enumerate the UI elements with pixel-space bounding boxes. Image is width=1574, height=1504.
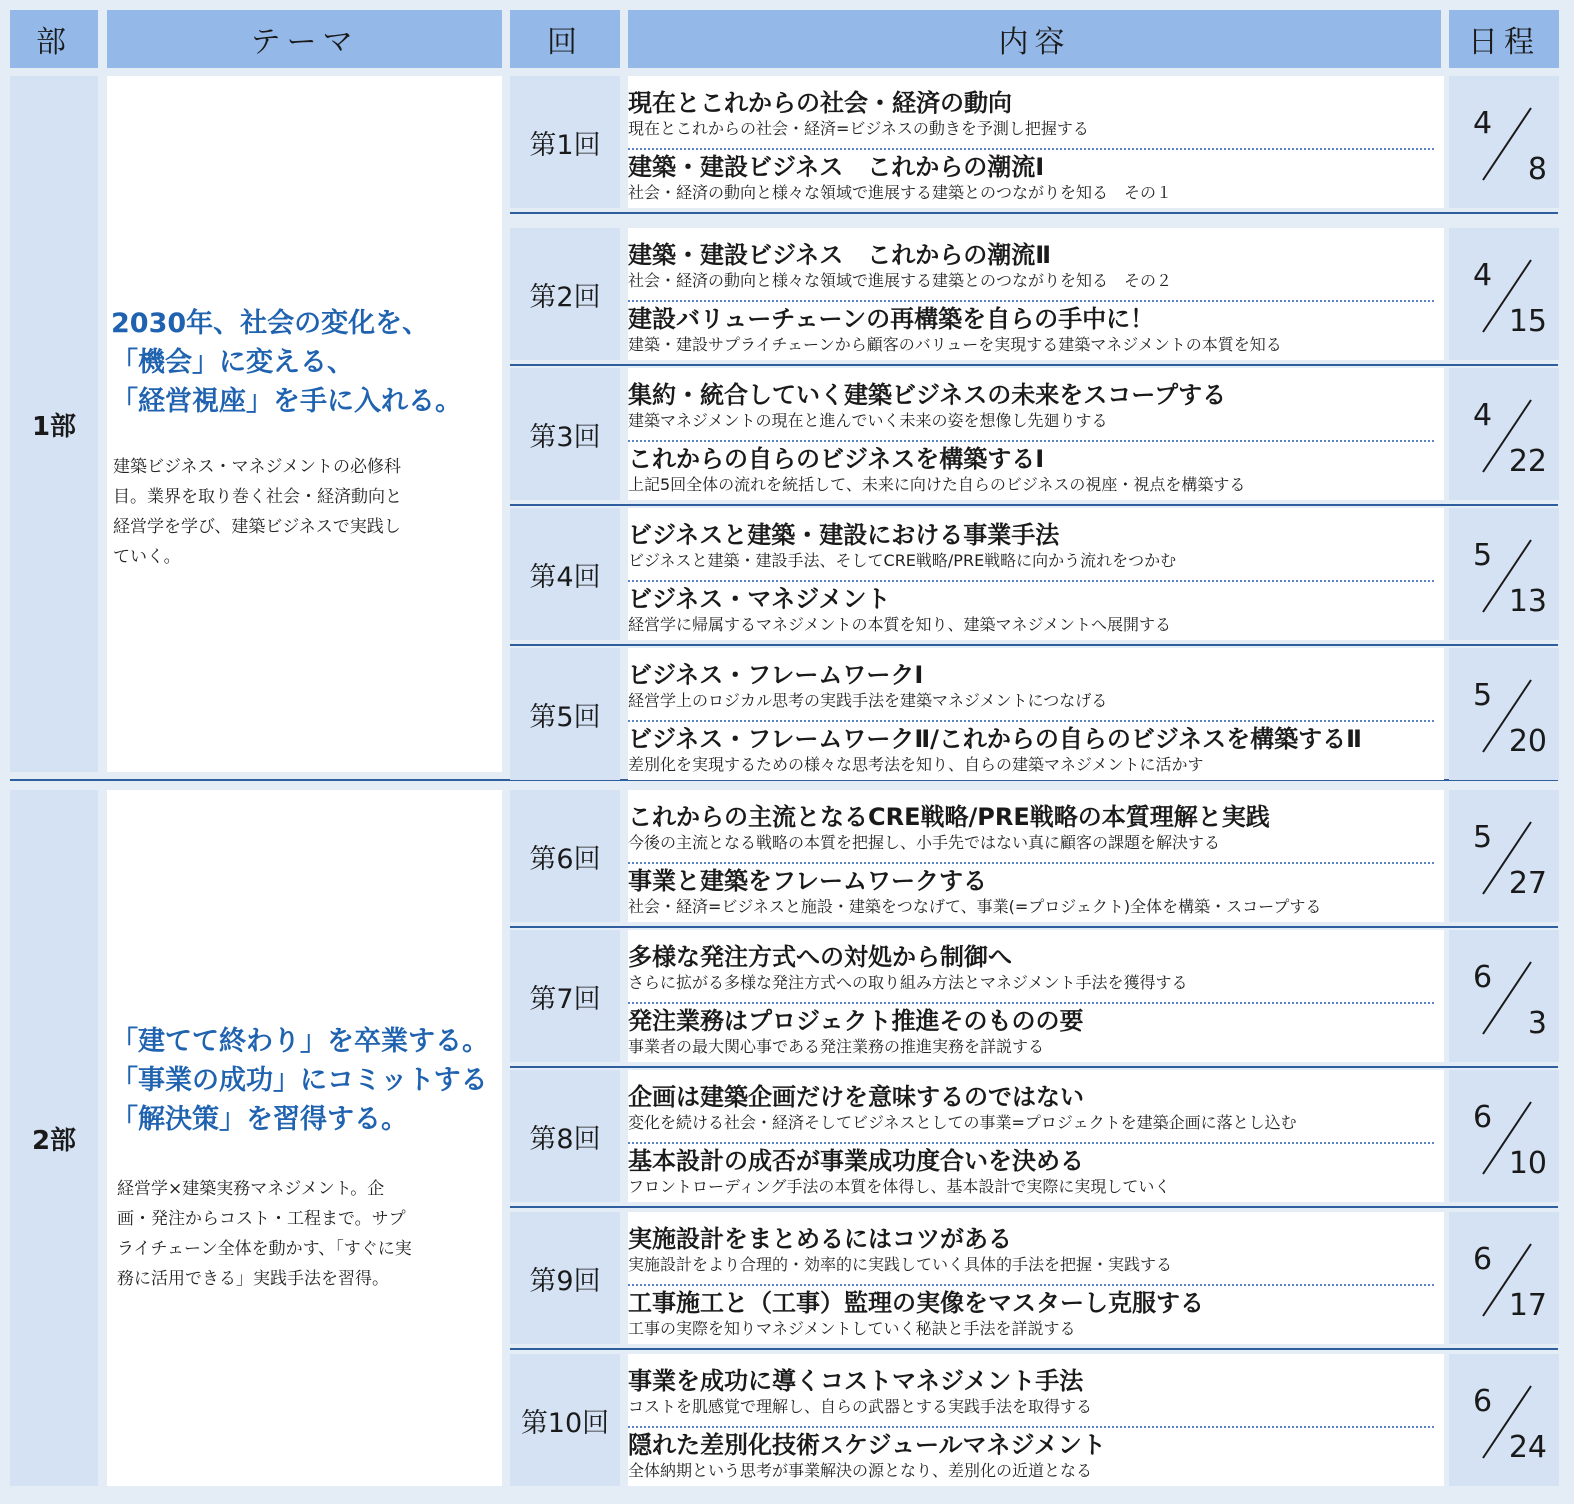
date-month: 6: [1473, 1242, 1493, 1277]
session-divider: [510, 1066, 1558, 1068]
session-date: [1449, 648, 1559, 780]
session-number: 第2回: [510, 228, 620, 360]
dotted-divider: [628, 148, 1434, 150]
topic-title: ビジネス・フレームワークⅠ: [628, 661, 924, 689]
topic-title: 集約・統合していく建築ビジネスの未来をスコープする: [628, 381, 1227, 409]
topic-title: 建設バリューチェーンの再構築を自らの手中に！: [628, 305, 1155, 333]
session-topic: [628, 380, 1438, 432]
theme-desc-line: 経営学×建築実務マネジメント。企: [117, 1179, 385, 1199]
session-topic: [628, 1288, 1438, 1340]
date-month: 6: [1473, 1384, 1493, 1419]
topic-description: ビジネスと建築・建設手法、そしてCRE戦略/PRE戦略に向かう流れをつかむ: [628, 551, 1177, 570]
topic-description: 工事の実際を知りマネジメントしていく秘訣と手法を詳説する: [628, 1319, 1076, 1338]
topic-description: 社会・経済の動向と様々な領域で進展する建築とのつながりを知る その１: [628, 183, 1173, 202]
session-content: [628, 648, 1444, 780]
session-topic: [628, 1366, 1438, 1418]
topic-description: 上記5回全体の流れを統括して、未来に向けた自らのビジネスの視座・視点を構築する: [628, 475, 1246, 494]
theme-title-line: 「事業の成功」にコミットする: [111, 1065, 488, 1096]
date-month: 6: [1473, 1100, 1493, 1135]
session-date: [1449, 228, 1559, 360]
session-date: [1449, 76, 1559, 208]
topic-title: 建築・建設ビジネス これからの潮流Ⅰ: [628, 153, 1045, 181]
topic-title: 企画は建築企画だけを意味するのではない: [628, 1083, 1084, 1111]
session-topic: [628, 724, 1438, 776]
theme-description: [117, 1174, 467, 1294]
date-day: 22: [1508, 444, 1547, 479]
dotted-divider: [628, 300, 1434, 302]
session-content: [628, 930, 1444, 1062]
theme-desc-line: 目。業界を取り巻く社会・経済動向と: [113, 487, 402, 507]
theme-cell: [107, 790, 502, 1486]
date-day: 8: [1527, 152, 1547, 187]
session-divider: [510, 926, 1558, 928]
date-month: 5: [1473, 538, 1493, 573]
session-date: [1449, 1212, 1559, 1344]
topic-title: ビジネスと建築・建設における事業手法: [628, 521, 1060, 549]
session-content: [628, 508, 1444, 640]
part-label: 2部: [10, 790, 98, 1486]
date-slash: [1449, 1354, 1559, 1486]
session-date: [1449, 790, 1559, 922]
theme-desc-line: 建築ビジネス・マネジメントの必修科: [113, 457, 401, 477]
date-slash: [1449, 1212, 1559, 1344]
dotted-divider: [628, 580, 1434, 582]
session-content: [628, 1070, 1444, 1202]
session-date: [1449, 930, 1559, 1062]
session-topic: [628, 304, 1438, 356]
session-date: [1449, 1070, 1559, 1202]
topic-title: 多様な発注方式への対処から制御へ: [628, 943, 1012, 971]
session-divider: [510, 1348, 1558, 1350]
date-day: 17: [1508, 1288, 1547, 1323]
topic-description: 実施設計をより合理的・効率的に実践していく具体的手法を把握・実践する: [628, 1255, 1173, 1274]
dotted-divider: [628, 862, 1434, 864]
topic-title: 発注業務はプロジェクト推進そのものの要: [628, 1007, 1084, 1035]
dotted-divider: [628, 1142, 1434, 1144]
date-month: 4: [1473, 106, 1493, 141]
topic-description: 建築マネジメントの現在と進んでいく未来の姿を想像し先廻りする: [628, 411, 1108, 430]
session-topic: [628, 88, 1438, 140]
session-topic: [628, 1006, 1438, 1058]
session-number: 第1回: [510, 76, 620, 208]
session-number: 第9回: [510, 1212, 620, 1344]
topic-description: 社会・経済の動向と様々な領域で進展する建築とのつながりを知る その２: [628, 271, 1173, 290]
theme-cell: [107, 76, 502, 772]
topic-description: コストを肌感覚で理解し、自らの武器とする実践手法を取得する: [628, 1397, 1093, 1416]
session-topic: [628, 866, 1438, 918]
session-topic: [628, 1430, 1438, 1482]
session-date: [1449, 368, 1559, 500]
topic-title: これからの主流となるCRE戦略/PRE戦略の本質理解と実践: [628, 803, 1270, 831]
session-topic: [628, 1146, 1438, 1198]
topic-title: 事業と建築をフレームワークする: [628, 867, 988, 895]
date-month: 4: [1473, 258, 1493, 293]
topic-description: 事業者の最大関心事である発注業務の推進実務を詳説する: [628, 1037, 1045, 1056]
topic-description: 建築・建設サプライチェーンから顧客のバリューを実現する建築マネジメントの本質を知る: [628, 335, 1282, 354]
session-topic: [628, 520, 1438, 572]
date-slash: [1449, 790, 1559, 922]
dotted-divider: [628, 720, 1434, 722]
topic-title: 隠れた差別化技術スケジュールマネジメント: [628, 1431, 1106, 1459]
theme-title: [111, 304, 503, 421]
date-day: 20: [1508, 724, 1547, 759]
session-topic: [628, 240, 1438, 292]
date-month: 6: [1473, 960, 1493, 995]
theme-title-line: 「機会」に変える、: [111, 347, 354, 378]
session-topic: [628, 444, 1438, 496]
header-naiyou: 内容: [628, 10, 1441, 68]
date-day: 27: [1508, 866, 1547, 901]
dotted-divider: [628, 1284, 1434, 1286]
session-date: [1449, 508, 1559, 640]
dotted-divider: [628, 440, 1434, 442]
theme-title-line: 2030年、社会の変化を、: [111, 308, 430, 339]
session-divider: [510, 504, 1558, 506]
session-number: 第4回: [510, 508, 620, 640]
date-day: 13: [1508, 584, 1547, 619]
part-label: 1部: [10, 76, 98, 772]
session-content: [628, 76, 1444, 208]
session-divider: [510, 212, 1558, 214]
date-month: 4: [1473, 398, 1493, 433]
session-topic: [628, 584, 1438, 636]
topic-description: フロントローディング手法の本質を体得し、基本設計で実際に実現していく: [628, 1177, 1171, 1196]
header-kai: 回: [510, 10, 620, 68]
session-content: [628, 228, 1444, 360]
date-slash: [1449, 76, 1559, 208]
topic-description: さらに拡がる多様な発注方式への取り組み方法とマネジメント手法を獲得する: [628, 973, 1188, 992]
date-slash: [1449, 368, 1559, 500]
date-month: 5: [1473, 678, 1493, 713]
header-theme: テーマ: [107, 10, 502, 68]
session-number: 第5回: [510, 648, 620, 780]
session-topic: [628, 942, 1438, 994]
session-number: 第6回: [510, 790, 620, 922]
date-slash: [1449, 508, 1559, 640]
date-slash: [1449, 1070, 1559, 1202]
topic-description: 経営学に帰属するマネジメントの本質を知り、建築マネジメントへ展開する: [628, 615, 1172, 634]
session-content: [628, 1212, 1444, 1344]
session-topic: [628, 802, 1438, 854]
date-slash: [1449, 648, 1559, 780]
topic-title: 事業を成功に導くコストマネジメント手法: [628, 1367, 1084, 1395]
topic-description: 経営学上のロジカル思考の実践手法を建築マネジメントにつなげる: [628, 691, 1108, 710]
session-topic: [628, 1224, 1438, 1276]
topic-description: 現在とこれからの社会・経済=ビジネスの動きを予測し把握する: [628, 119, 1089, 138]
theme-desc-line: 務に活用できる」実践手法を習得。: [117, 1269, 389, 1289]
date-day: 24: [1508, 1430, 1547, 1465]
date-slash: [1449, 930, 1559, 1062]
session-divider: [510, 1206, 1558, 1208]
date-day: 10: [1508, 1146, 1547, 1181]
session-number: 第10回: [510, 1354, 620, 1486]
topic-title: 工事施工と（工事）監理の実像をマスターし克服する: [628, 1289, 1204, 1317]
session-divider: [510, 364, 1558, 366]
session-date: [1449, 1354, 1559, 1486]
date-month: 5: [1473, 820, 1493, 855]
session-topic: [628, 1082, 1438, 1134]
dotted-divider: [628, 1426, 1434, 1428]
theme-desc-line: ていく。: [113, 547, 181, 567]
topic-title: ビジネス・フレームワークⅡ/これからの自らのビジネスを構築するⅡ: [628, 725, 1362, 753]
topic-description: 変化を続ける社会・経済そしてビジネスとしての事業=プロジェクトを建築企画に落とし込む: [628, 1113, 1297, 1132]
topic-description: 今後の主流となる戦略の本質を把握し、小手先ではない真に顧客の課題を解決する: [628, 833, 1221, 852]
date-day: 15: [1508, 304, 1547, 339]
session-content: [628, 790, 1444, 922]
theme-description: [113, 452, 463, 572]
topic-description: 全体納期という思考が事業解決の源となり、差別化の近道となる: [628, 1461, 1093, 1480]
topic-description: 社会・経済=ビジネスと施設・建築をつなげて、事業(=プロジェクト)全体を構築・スコープする: [628, 897, 1322, 916]
header-nittei: 日程: [1449, 10, 1559, 68]
header-bu: 部: [10, 10, 98, 68]
session-content: [628, 368, 1444, 500]
session-number: 第8回: [510, 1070, 620, 1202]
session-divider: [510, 644, 1558, 646]
topic-title: 現在とこれからの社会・経済の動向: [628, 89, 1012, 117]
topic-title: これからの自らのビジネスを構築するⅠ: [628, 445, 1045, 473]
theme-title-line: 「解決策」を習得する。: [111, 1104, 408, 1135]
date-day: 3: [1527, 1006, 1547, 1041]
session-topic: [628, 152, 1438, 204]
theme-title-line: 「建てて終わり」を卒業する。: [111, 1026, 489, 1057]
date-slash: [1449, 228, 1559, 360]
session-topic: [628, 660, 1438, 712]
session-content: [628, 1354, 1444, 1486]
topic-title: ビジネス・マネジメント: [628, 585, 891, 613]
theme-desc-line: ライチェーン全体を動かす、「すぐに実: [117, 1239, 412, 1259]
topic-title: 実施設計をまとめるにはコツがある: [628, 1225, 1012, 1253]
session-number: 第7回: [510, 930, 620, 1062]
topic-description: 差別化を実現するための様々な思考法を知り、自らの建築マネジメントに活かす: [628, 755, 1204, 774]
theme-desc-line: 経営学を学び、建築ビジネスで実践し: [113, 517, 401, 537]
session-number: 第3回: [510, 368, 620, 500]
theme-desc-line: 画・発注からコスト・工程まで。サプ: [117, 1209, 406, 1229]
topic-title: 建築・建設ビジネス これからの潮流Ⅱ: [628, 241, 1052, 269]
theme-title: [111, 1022, 503, 1139]
dotted-divider: [628, 1002, 1434, 1004]
topic-title: 基本設計の成否が事業成功度合いを決める: [628, 1147, 1084, 1175]
theme-title-line: 「経営視座」を手に入れる。: [111, 386, 462, 417]
